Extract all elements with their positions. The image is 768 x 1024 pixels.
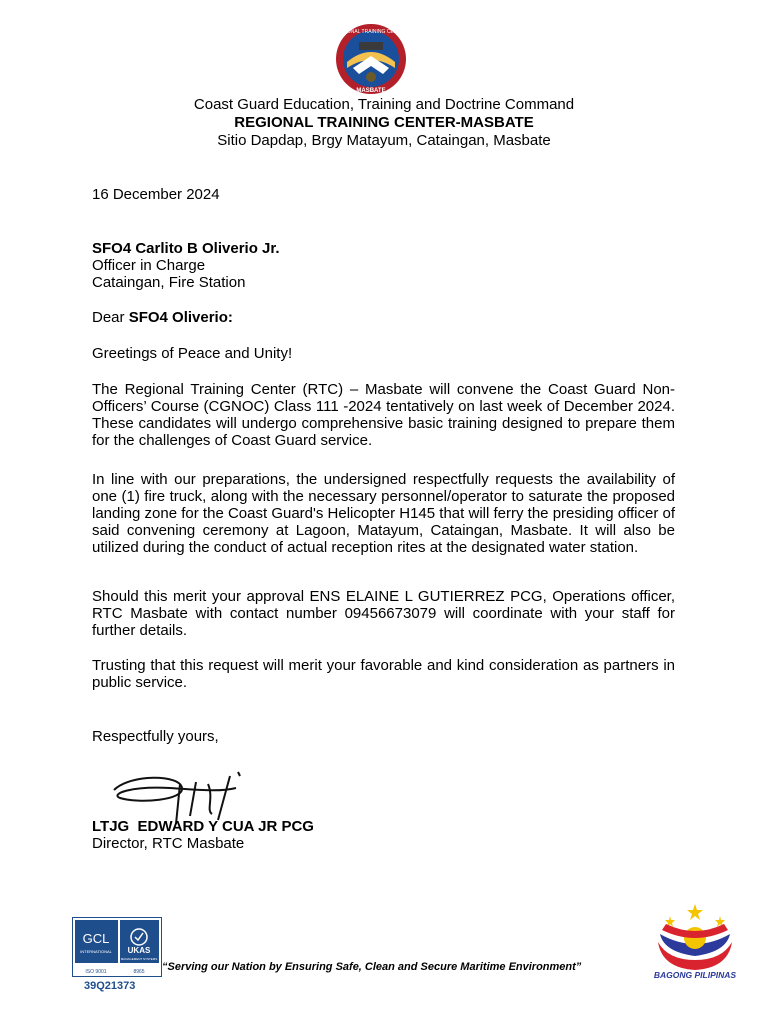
- paragraph-request: In line with our preparations, the undersigned respectfully requests the availability of one (1) fire truck, along with the necessary personnel/operator to saturate the proposed landing zone for the Coast Guard's Helicopter H145 that will ferry the presiding officer of said convening ceremony at Lagoon, Matayum, Cataingan, Masbate. It will also be utilized during the conduct of actual reception rites at the designated water station.: [92, 471, 675, 556]
- salutation-name: SFO4 Oliverio:: [128, 309, 233, 326]
- paragraph-closing: Trusting that this request will merit your favorable and kind consideration as partners in public service.: [92, 657, 675, 691]
- paragraph-convening: The Regional Training Center (RTC) – Masbate will convene the Coast Guard Non-Officers’ Course (CGNOC) Class 111 -2024 tentatively on last week of December 2024. These candidates will undergo comprehensive basic training designed to prepare them for the challenges of Coast Guard service.: [92, 381, 675, 449]
- svg-text:REGIONAL TRAINING CENTER: REGIONAL TRAINING CENTER: [334, 29, 408, 35]
- signatory-name: LTJG EDWARD Y CUA JR PCG: [92, 818, 314, 835]
- header-command: Coast Guard Education, Training and Doctrine Command: [193, 96, 575, 113]
- letter-date: 16 December 2024: [92, 186, 220, 203]
- pcg-seal-logo: [331, 22, 411, 96]
- header-address: Sitio Dapdap, Brgy Matayum, Cataingan, Masbate: [217, 132, 551, 149]
- svg-text:GCL: GCL: [82, 931, 110, 946]
- closing-phrase: Respectfully yours,: [92, 728, 219, 745]
- recipient-office: Cataingan, Fire Station: [92, 274, 246, 291]
- signatory-position: Director, RTC Masbate: [92, 835, 245, 852]
- recipient-title: Officer in Charge: [92, 257, 206, 274]
- svg-text:8965: 8965: [133, 969, 145, 975]
- salutation-prefix: Dear: [92, 309, 125, 326]
- svg-text:UKAS: UKAS: [127, 946, 151, 955]
- recipient-name: SFO4 Carlito B Oliverio Jr.: [92, 240, 280, 257]
- paragraph-coordination: Should this merit your approval ENS ELAINE L GUTIERREZ PCG, Operations officer, RTC Masbate with contact number 09456673079 will coordinate with your staff for further details.: [92, 588, 675, 639]
- svg-text:INTERNATIONAL: INTERNATIONAL: [80, 949, 112, 954]
- salutation: [92, 309, 233, 326]
- svg-text:ISO 9001: ISO 9001: [85, 969, 107, 975]
- bagong-pilipinas-logo: [652, 902, 738, 980]
- svg-text:MANAGEMENT SYSTEMS: MANAGEMENT SYSTEMS: [120, 957, 158, 961]
- header-office: REGIONAL TRAINING CENTER-MASBATE: [234, 114, 534, 131]
- certificate-number: 39Q21373: [84, 980, 136, 992]
- svg-text:BAGONG PILIPINAS: BAGONG PILIPINAS: [653, 970, 737, 980]
- iso-certification-badge: [72, 917, 162, 977]
- greeting: Greetings of Peace and Unity!: [92, 345, 293, 362]
- footer-motto: “Serving our Nation by Ensuring Safe, Clean and Secure Maritime Environment”: [162, 961, 582, 973]
- svg-text:MASBATE: MASBATE: [356, 88, 386, 94]
